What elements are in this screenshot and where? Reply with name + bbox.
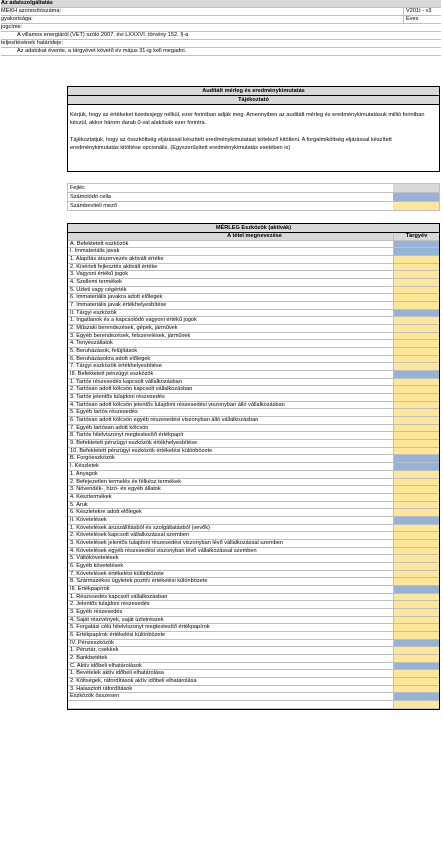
input-cell[interactable] xyxy=(393,632,439,639)
input-cell[interactable] xyxy=(393,509,439,516)
input-cell[interactable] xyxy=(393,678,439,685)
row-label: 4. Tartósan adott kölcsön jelentős tulajdoni részesedési viszonyban álló vállalkozásban xyxy=(70,401,285,408)
table-row xyxy=(68,279,439,287)
calculated-cell xyxy=(393,586,439,593)
balance-sheet-table xyxy=(67,223,440,710)
legend-input-label: Számbeviteli mező xyxy=(70,203,117,209)
table-row xyxy=(68,363,439,371)
input-cell[interactable] xyxy=(393,340,439,347)
table-row xyxy=(68,264,439,272)
table-row xyxy=(68,601,439,609)
col-name-header: A tétel megnevezése xyxy=(227,233,282,239)
table-row xyxy=(68,310,439,318)
row-label: 8. Származékos ügyletek pozitív értékelési különbözete xyxy=(70,578,208,585)
table-row xyxy=(68,609,439,617)
legend-calculated xyxy=(67,193,440,202)
table-title: MÉRLEG Eszközök (aktívák) xyxy=(68,224,439,233)
table-row xyxy=(68,394,439,402)
row-label: 6. Értékpapírok értékelési különbözete xyxy=(70,631,166,638)
calculated-cell xyxy=(393,463,439,470)
table-header-row xyxy=(68,233,439,241)
legend-header xyxy=(67,183,440,193)
calculated-cell xyxy=(393,371,439,378)
input-cell[interactable] xyxy=(393,563,439,570)
table-row xyxy=(68,287,439,295)
input-cell[interactable] xyxy=(393,279,439,286)
legend xyxy=(67,183,440,211)
freq-label: gyakorisága: xyxy=(1,16,33,22)
calculated-cell xyxy=(393,310,439,317)
jog-value: A villamos energiáról (VET) szóló 2007. évi LXXXVI. törvény 152. §-a xyxy=(1,32,441,40)
table-row xyxy=(68,555,439,563)
header-block xyxy=(1,0,441,56)
row-label: B. Forgóeszközök xyxy=(70,455,115,462)
table-row xyxy=(68,586,439,594)
input-cell[interactable] xyxy=(393,494,439,501)
table-row xyxy=(68,532,439,540)
row-label: 6. Tartósan adott kölcsön egyéb részesedési viszonyban álló vállalkozásban xyxy=(70,417,259,424)
table-row xyxy=(68,517,439,525)
calculated-cell xyxy=(393,640,439,647)
row-label: 1. Ingatlanok és a kapcsolódó vagyoni értékű jogok xyxy=(70,317,197,324)
deadline-value: Az adatokat évente, a tárgyévet követő év május 31-ig kell megadni. xyxy=(1,48,441,56)
input-cell[interactable] xyxy=(393,440,439,447)
table-row xyxy=(68,655,439,663)
mekh-value: V201t - v3 xyxy=(403,8,441,15)
input-cell[interactable] xyxy=(393,394,439,401)
row-label: 1. Pénztár, csekkek xyxy=(70,647,119,654)
table-row xyxy=(68,486,439,494)
row-label: II. Követelések xyxy=(70,516,107,523)
table-row xyxy=(68,509,439,517)
row-label: 5. Forgatási célú hitelviszonyt megtestesítő értékpapírok xyxy=(70,624,210,631)
info-title: Auditált mérleg és eredménykimutatás xyxy=(68,87,439,96)
table-row xyxy=(68,548,439,556)
input-cell[interactable] xyxy=(393,502,439,509)
input-cell[interactable] xyxy=(393,540,439,547)
input-cell[interactable] xyxy=(393,471,439,478)
input-cell[interactable] xyxy=(393,348,439,355)
row-label: 4. Tenyészállatok xyxy=(70,340,113,347)
calculated-cell xyxy=(393,241,439,248)
input-cell[interactable] xyxy=(393,325,439,332)
legend-header-swatch xyxy=(393,184,439,192)
row-label: 6. Beruházásokra adott előlegek xyxy=(70,355,151,362)
input-cell[interactable] xyxy=(393,271,439,278)
row-label: 5. Váltókövetelések xyxy=(70,555,119,562)
row-label: IV. Pénzeszközök xyxy=(70,639,114,646)
table-row xyxy=(68,678,439,686)
row-label: 1. Alapítás átszervezés aktivált értéke xyxy=(70,256,164,263)
row-label: 2. Műszaki berendezések, gépek, járművek xyxy=(70,325,178,332)
input-cell[interactable] xyxy=(393,624,439,631)
calculated-cell xyxy=(393,455,439,462)
calculated-cell xyxy=(393,663,439,670)
table-row xyxy=(68,348,439,356)
row-label: 3. Egyéb berendezések, felszerelések, járművek xyxy=(70,332,191,339)
row-label: 7. Követelések értékelési különbözete xyxy=(70,570,164,577)
row-label: Eszközök összesen xyxy=(70,693,120,700)
row-label: 1. Bevételek aktív időbeli elhatárolása xyxy=(70,670,164,677)
input-cell[interactable] xyxy=(393,525,439,532)
row-label: 7. Immateriális javak értékhelyesbítése xyxy=(70,302,167,309)
table-row xyxy=(68,693,439,701)
input-cell[interactable] xyxy=(393,578,439,585)
header-title: Az adatszolgáltatás xyxy=(1,0,441,8)
input-cell[interactable] xyxy=(393,425,439,432)
row-label: 1. Anyagok xyxy=(70,470,98,477)
row-label: 3. Egyéb részesedés xyxy=(70,608,123,615)
row-label: 4. Késztermékek xyxy=(70,493,112,500)
input-cell[interactable] xyxy=(393,448,439,455)
input-cell[interactable] xyxy=(393,555,439,562)
table-row xyxy=(68,563,439,571)
row-label: 7. Tárgyi eszközök értékhelyesbítése xyxy=(70,363,162,370)
table-row xyxy=(68,617,439,625)
calculated-cell xyxy=(393,517,439,524)
row-label: 2. Kísérleti fejlesztés aktivált értéke xyxy=(70,263,158,270)
table-row xyxy=(68,271,439,279)
freq-row xyxy=(1,16,441,24)
row-label: 9. Befektetett pénzügyi eszközök értékhelyesbítése xyxy=(70,440,198,447)
input-cell[interactable] xyxy=(393,486,439,493)
input-cell[interactable] xyxy=(393,317,439,324)
table-row xyxy=(68,256,439,264)
table-row xyxy=(68,640,439,648)
input-cell[interactable] xyxy=(393,386,439,393)
input-cell[interactable] xyxy=(393,256,439,263)
input-cell[interactable] xyxy=(393,617,439,624)
row-label: I. Készletek xyxy=(70,463,99,470)
table-row xyxy=(68,325,439,333)
input-cell[interactable] xyxy=(393,670,439,677)
input-cell[interactable] xyxy=(393,402,439,409)
row-label: 5. Egyéb tartós részesedés xyxy=(70,409,138,416)
row-label: 2. Bankbetétek xyxy=(70,654,108,661)
input-cell[interactable] xyxy=(393,479,439,486)
table-row xyxy=(68,494,439,502)
table-row xyxy=(68,386,439,394)
table-row xyxy=(68,624,439,632)
table-row xyxy=(68,302,439,310)
table-row xyxy=(68,571,439,579)
table-row xyxy=(68,356,439,364)
row-label: 7. Egyéb tartósan adott kölcsön xyxy=(70,424,149,431)
input-cell[interactable] xyxy=(393,409,439,416)
input-cell[interactable] xyxy=(393,701,439,708)
input-cell[interactable] xyxy=(393,432,439,439)
table-row xyxy=(68,379,439,387)
freq-value: Éves xyxy=(403,16,441,23)
row-label: 4. Szellemi termékek xyxy=(70,279,122,286)
row-label: 1. Tartós részesedés kapcsolt vállalkozásban xyxy=(70,378,182,385)
table-row xyxy=(68,371,439,379)
table-row xyxy=(68,294,439,302)
row-label: 6. Egyéb követelések xyxy=(70,562,124,569)
table-row xyxy=(68,333,439,341)
table-row xyxy=(68,647,439,655)
table-row xyxy=(68,248,439,256)
table-row xyxy=(68,701,439,709)
row-label: 4. Követelések egyéb részesedési viszonyban lévő vállalkozással szemben xyxy=(70,547,257,554)
deadline-label: teljesítésének határideje: xyxy=(1,40,441,48)
input-cell[interactable] xyxy=(393,601,439,608)
info-paragraph-2: Tájékoztatjuk, hogy az összköltség eljárással készített eredménykimutatást kötelező kitölteni. A forgalmiköltség eljárással készített eredménykimutatás kitöltése opcionális. (Egyszerűsített eredménykimutatás esetében is) xyxy=(70,137,392,151)
info-box xyxy=(67,86,440,172)
table-row xyxy=(68,417,439,425)
input-cell[interactable] xyxy=(393,379,439,386)
input-cell[interactable] xyxy=(393,571,439,578)
row-label: 4. Saját részvények, saját üzletrészek xyxy=(70,616,164,623)
table-row xyxy=(68,540,439,548)
input-cell[interactable] xyxy=(393,294,439,301)
table-row xyxy=(68,409,439,417)
table-row xyxy=(68,663,439,671)
table-row xyxy=(68,471,439,479)
row-label: 3. Növendék-, hízó- és egyéb állatok xyxy=(70,486,161,493)
row-label: 1. Követelések áruszállításból és szolgáltatásból (vevők) xyxy=(70,524,210,531)
row-label: 2. Tartósan adott kölcsön kapcsolt vállalkozásban xyxy=(70,386,193,393)
row-label: 3. Halasztott ráfordítások xyxy=(70,685,133,692)
mekh-row xyxy=(1,8,441,16)
table-row xyxy=(68,479,439,487)
calculated-cell xyxy=(393,693,439,700)
legend-input-swatch xyxy=(393,202,439,210)
row-label: 1. Részesedés kapcsolt vállalkozásban xyxy=(70,593,168,600)
table-row xyxy=(68,432,439,440)
table-row xyxy=(68,425,439,433)
input-cell[interactable] xyxy=(393,363,439,370)
row-label: 10. Befektetett pénzügyi eszközök értékelési különbözete xyxy=(70,447,213,454)
table-row xyxy=(68,463,439,471)
table-row xyxy=(68,632,439,640)
row-label: 2. Befejezetlen termelés és félkész termékek xyxy=(70,478,181,485)
col-year-header: Tárgyév xyxy=(393,233,439,240)
input-cell[interactable] xyxy=(393,302,439,309)
row-label: 8. Tartós hitelviszonyt megtestesítő értékpapír xyxy=(70,432,184,439)
row-label: 6. Készletekre adott előlegek xyxy=(70,509,142,516)
row-label: 2. Követelések kapcsolt vállalkozással szemben xyxy=(70,532,190,539)
table-row xyxy=(68,502,439,510)
legend-input xyxy=(67,202,440,211)
info-subtitle: Tájékoztató xyxy=(68,96,439,105)
jog-label: jogcíme: xyxy=(1,24,441,32)
row-label: 3. Tartós jelentős tulajdoni részesedés xyxy=(70,394,165,401)
row-label: A. Befektetett eszközök xyxy=(70,240,129,247)
row-label: 3. Követelések jelentős tulajdoni részesedési viszonyban lévő vállalkozással szemben xyxy=(70,539,283,546)
calculated-cell xyxy=(393,248,439,255)
table-row xyxy=(68,578,439,586)
row-label: 5. Áruk xyxy=(70,501,88,508)
input-cell[interactable] xyxy=(393,647,439,654)
input-cell[interactable] xyxy=(393,594,439,601)
table-row xyxy=(68,440,439,448)
row-label: III. Értékpapírok xyxy=(70,585,110,592)
input-cell[interactable] xyxy=(393,356,439,363)
row-label: 5. Üzleti vagy cégérték xyxy=(70,286,127,293)
legend-calculated-swatch xyxy=(393,193,439,201)
row-label: 2. Költségek, ráfordítások aktív időbeli elhatárolása xyxy=(70,677,197,684)
table-row xyxy=(68,402,439,410)
input-cell[interactable] xyxy=(393,548,439,555)
table-row xyxy=(68,686,439,694)
input-cell[interactable] xyxy=(393,655,439,662)
info-paragraph-1: Kérjük, hogy az értékeket tizedesjegy nélkül, ezer forintban adják meg. Amennyiben az auditált mérleg és eredménykimutatásuk millió forintban készül, akkor három darab 0-val alakítsák ezer forintra. xyxy=(70,112,425,126)
table-row xyxy=(68,340,439,348)
mekh-label: MEKH azonosítószáma: xyxy=(1,8,62,14)
input-cell[interactable] xyxy=(393,417,439,424)
table-row xyxy=(68,241,439,249)
row-label: III. Befektetett pénzügyi eszközök xyxy=(70,371,154,378)
row-label: 5. Beruházások, felújítások xyxy=(70,348,138,355)
input-cell[interactable] xyxy=(393,609,439,616)
input-cell[interactable] xyxy=(393,686,439,693)
input-cell[interactable] xyxy=(393,264,439,271)
input-cell[interactable] xyxy=(393,532,439,539)
table-body xyxy=(68,241,439,709)
row-label: 3. Vagyoni értékű jogok xyxy=(70,271,129,278)
input-cell[interactable] xyxy=(393,333,439,340)
row-label: I. Immateriális javak xyxy=(70,248,120,255)
legend-calculated-label: Számolódó cella xyxy=(70,194,112,200)
row-label: II. Tárgyi eszközök xyxy=(70,309,117,316)
input-cell[interactable] xyxy=(393,287,439,294)
table-row xyxy=(68,455,439,463)
table-row xyxy=(68,448,439,456)
table-row xyxy=(68,594,439,602)
table-row xyxy=(68,317,439,325)
table-row xyxy=(68,670,439,678)
legend-header-label: Fejléc xyxy=(70,185,85,191)
row-label: C. Aktív időbeli elhatárolások xyxy=(70,662,142,669)
row-label: 2. Jelentős tulajdoni részesedés xyxy=(70,601,150,608)
row-label: 6. Immateriális javakra adott előlegek xyxy=(70,294,163,301)
table-row xyxy=(68,525,439,533)
